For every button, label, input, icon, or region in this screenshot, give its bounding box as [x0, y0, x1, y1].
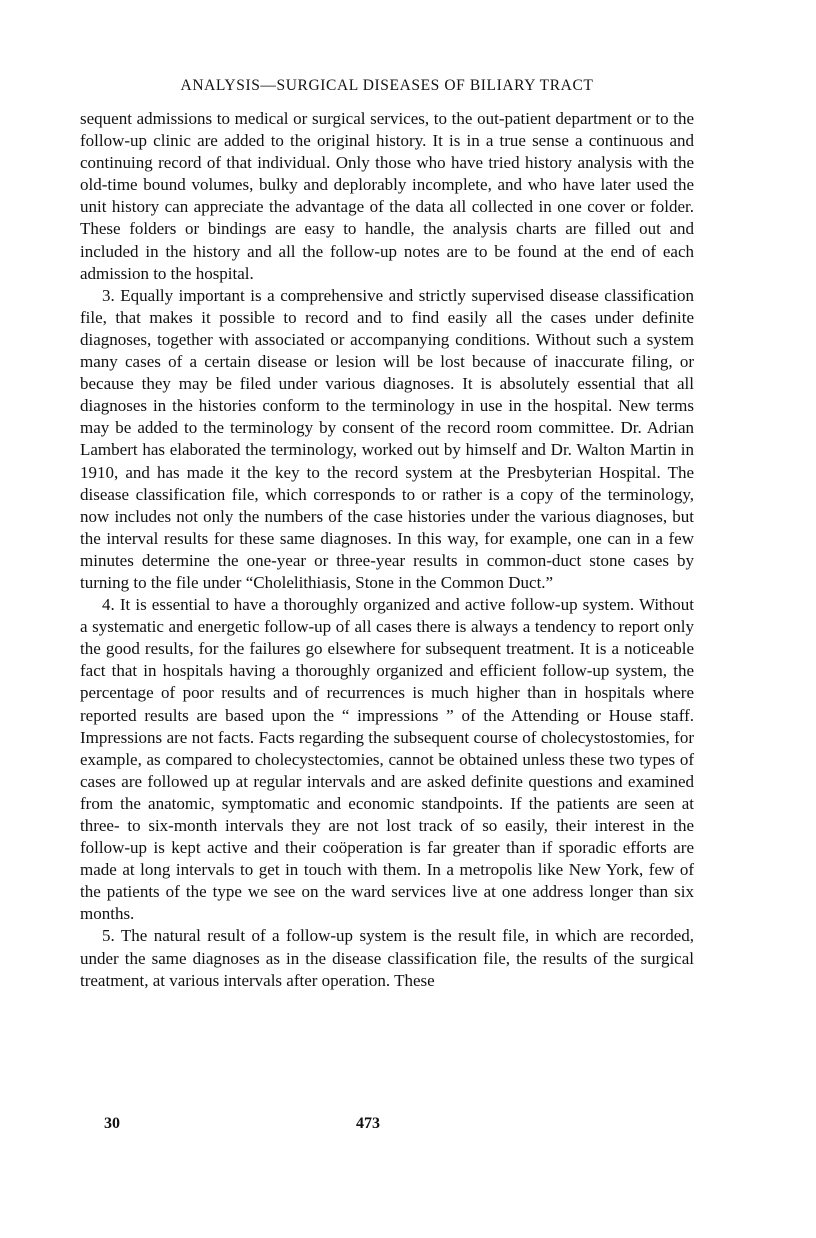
paragraph-item-5: 5. The natural result of a follow-up system is the result file, in which are recorded, under the same diagnoses as in the disease classification file, the results of the surgical treatment, at various intervals after operation. These [80, 926, 694, 990]
document-page [80, 74, 694, 992]
paragraph-item-4: 4. It is essential to have a thoroughly organized and active follow-up system. Without a systematic and energetic follow-up of all cases there is always a tendency to report only the good results, for the failures go elsewhere for subsequent treatment. It is a noticeable fact that in hospitals having a thoroughly organized and efficient follow-up system, the percentage of poor results and of recurrences is much higher than in hospitals where reported results are based upon the “ impressions ” of the Attending or House staff. Impressions are not facts. Facts regarding the subsequent course of cholecystostomies, for example, as compared to cholecystectomies, cannot be obtained unless these two types of cases are followed up at regular intervals and are asked definite questions and examined from the anatomic, symptomatic and economic standpoints. If the patients are seen at three- to six-month intervals they are not lost track of so easily, their interest in the follow-up is kept active and their coöperation is far greater than if sporadic efforts are made at long intervals to get in touch with them. In a metropolis like New York, few of the patients of the type we see on the ward services live at one address longer than six months. [80, 595, 694, 924]
page-number: 473 [356, 1115, 380, 1132]
paragraph-item-3: 3. Equally important is a comprehensive and strictly supervised disease classification file, that makes it possible to record and to find easily all the cases under definite diagnoses, together with associated or accompanying conditions. Without such a system many cases of a certain disease or lesion will be lost because of inaccurate filing, or because they may be filed under various diagnoses. It is absolutely essential that all diagnoses in the histories conform to the terminology in use in the hospital. New terms may be added to the terminology by consent of the record room committee. Dr. Adrian Lambert has elaborated the terminology, worked out by himself and Dr. Walton Martin in 1910, and has made it the key to the record system at the Presbyterian Hospital. The disease classification file, which corresponds to or rather is a copy of the terminology, now includes not only the numbers of the case histories under the various diagnoses, but the interval results for these same diagnoses. In this way, for example, one can in a few minutes determine the one-year or three-year results in common-duct stone cases by turning to the file under “Cholelithiasis, Stone in the Common Duct.” [80, 285, 694, 592]
running-title: ANALYSIS—SURGICAL DISEASES OF BILIARY TRACT [180, 77, 594, 94]
paragraph-continuation: sequent admissions to medical or surgical services, to the out-patient department or to the follow-up clinic are added to the original history. It is in a true sense a continuous and continuing record of that individual. Only those who have tried history analysis with the old-time bound volumes, bulky and deplorably incomplete, and who have later used the unit history can appreciate the advantage of the data all collected in one cover or folder. These folders or bindings are easy to handle, the analysis charts are filled out and included in the history and all the follow-up notes are to be found at the end of each admission to the hospital. [80, 109, 694, 283]
signature-mark: 30 [104, 1115, 120, 1132]
